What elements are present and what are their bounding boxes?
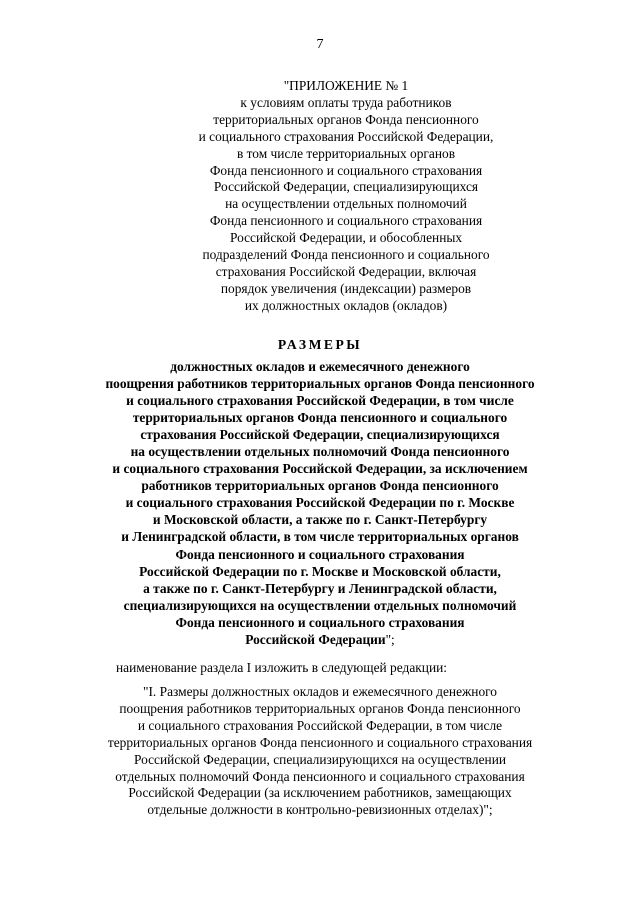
appendix-line: Российской Федерации, специализирующихся [213, 179, 479, 195]
appendix-header [196, 78, 496, 315]
appendix-line: на осуществлении отдельных полномочий [225, 196, 467, 212]
appendix-line: подразделений Фонда пенсионного и социального [202, 247, 490, 263]
heading-line: и социального страхования Российской Федерации по г. Москве [125, 495, 515, 511]
heading-line: страхования Российской Федерации, специализирующихся [140, 427, 500, 443]
heading-line: территориальных органов Фонда пенсионного и социального [132, 410, 508, 426]
section-title-line: отдельных полномочий Фонда пенсионного и социального страхования [115, 768, 525, 784]
appendix-line: к условиям оплаты труда работников [240, 94, 452, 110]
page-number: 7 [316, 37, 324, 52]
appendix-line: страхования Российской Федерации, включая [215, 263, 477, 279]
appendix-line: Российской Федерации, и обособленных [229, 230, 463, 246]
appendix-line: Фонда пенсионного и социального страхования [209, 162, 483, 178]
amendment-instruction: наименование раздела I изложить в следующей редакции: [116, 660, 447, 675]
section-title-line: Российской Федерации, специализирующихся на осуществлении [133, 751, 507, 767]
heading-line: и Ленинградской области, в том числе территориальных органов [121, 529, 519, 545]
appendix-line: порядок увеличения (индексации) размеров [220, 280, 472, 296]
section-title-line: и социального страхования Российской Федерации, в том числе [137, 717, 503, 733]
appendix-line: их должностных окладов (окладов) [244, 297, 448, 313]
heading-line: и социального страхования Российской Федерации, в том числе [126, 393, 514, 409]
section-title-line: поощрения работников территориальных органов Фонда пенсионного [119, 700, 521, 716]
heading-last-text: Российской Федерации [245, 631, 386, 647]
section-title-line: Российской Федерации (за исключением работников, замещающих [128, 785, 512, 801]
appendix-line: территориальных органов Фонда пенсионного [213, 111, 479, 127]
section-title-line: отдельные должности в контрольно-ревизионных отделах)"; [147, 802, 493, 818]
heading-line: на осуществлении отдельных полномочий Фонда пенсионного [130, 444, 510, 460]
heading-line: и социального страхования Российской Федерации, за исключением [112, 461, 528, 477]
appendix-line: и социального страхования Российской Федерации, [198, 128, 494, 144]
heading-line: специализирующихся на осуществлении отдельных полномочий [123, 597, 517, 613]
heading-line: должностных окладов и ежемесячного денежного [170, 359, 470, 374]
heading-line: Российской Федерации по г. Москве и Московской области, [139, 563, 501, 579]
section-title-line: территориальных органов Фонда пенсионного и социального страхования [107, 734, 533, 750]
heading-line: а также по г. Санкт-Петербургу и Ленинградской области, [143, 580, 497, 596]
section-title-quote [0, 684, 640, 819]
appendix-line: "ПРИЛОЖЕНИЕ № 1 [283, 78, 409, 93]
document-heading [0, 358, 640, 648]
appendix-line: в том числе территориальных органов [236, 145, 456, 161]
heading-line-last [0, 631, 640, 648]
appendix-line: Фонда пенсионного и социального страхования [209, 213, 483, 229]
heading-line: работников территориальных органов Фонда пенсионного [141, 478, 499, 494]
heading-line: поощрения работников территориальных органов Фонда пенсионного [105, 376, 535, 392]
heading-closing-quote: "; [385, 631, 395, 647]
heading-line: Фонда пенсионного и социального страхования [175, 546, 465, 562]
document-title: РАЗМЕРЫ [277, 337, 363, 352]
heading-line: Фонда пенсионного и социального страхования [175, 614, 465, 630]
section-title-line: "I. Размеры должностных окладов и ежемесячного денежного [143, 684, 497, 699]
heading-line: и Московской области, а также по г. Санкт-Петербургу [152, 512, 488, 528]
